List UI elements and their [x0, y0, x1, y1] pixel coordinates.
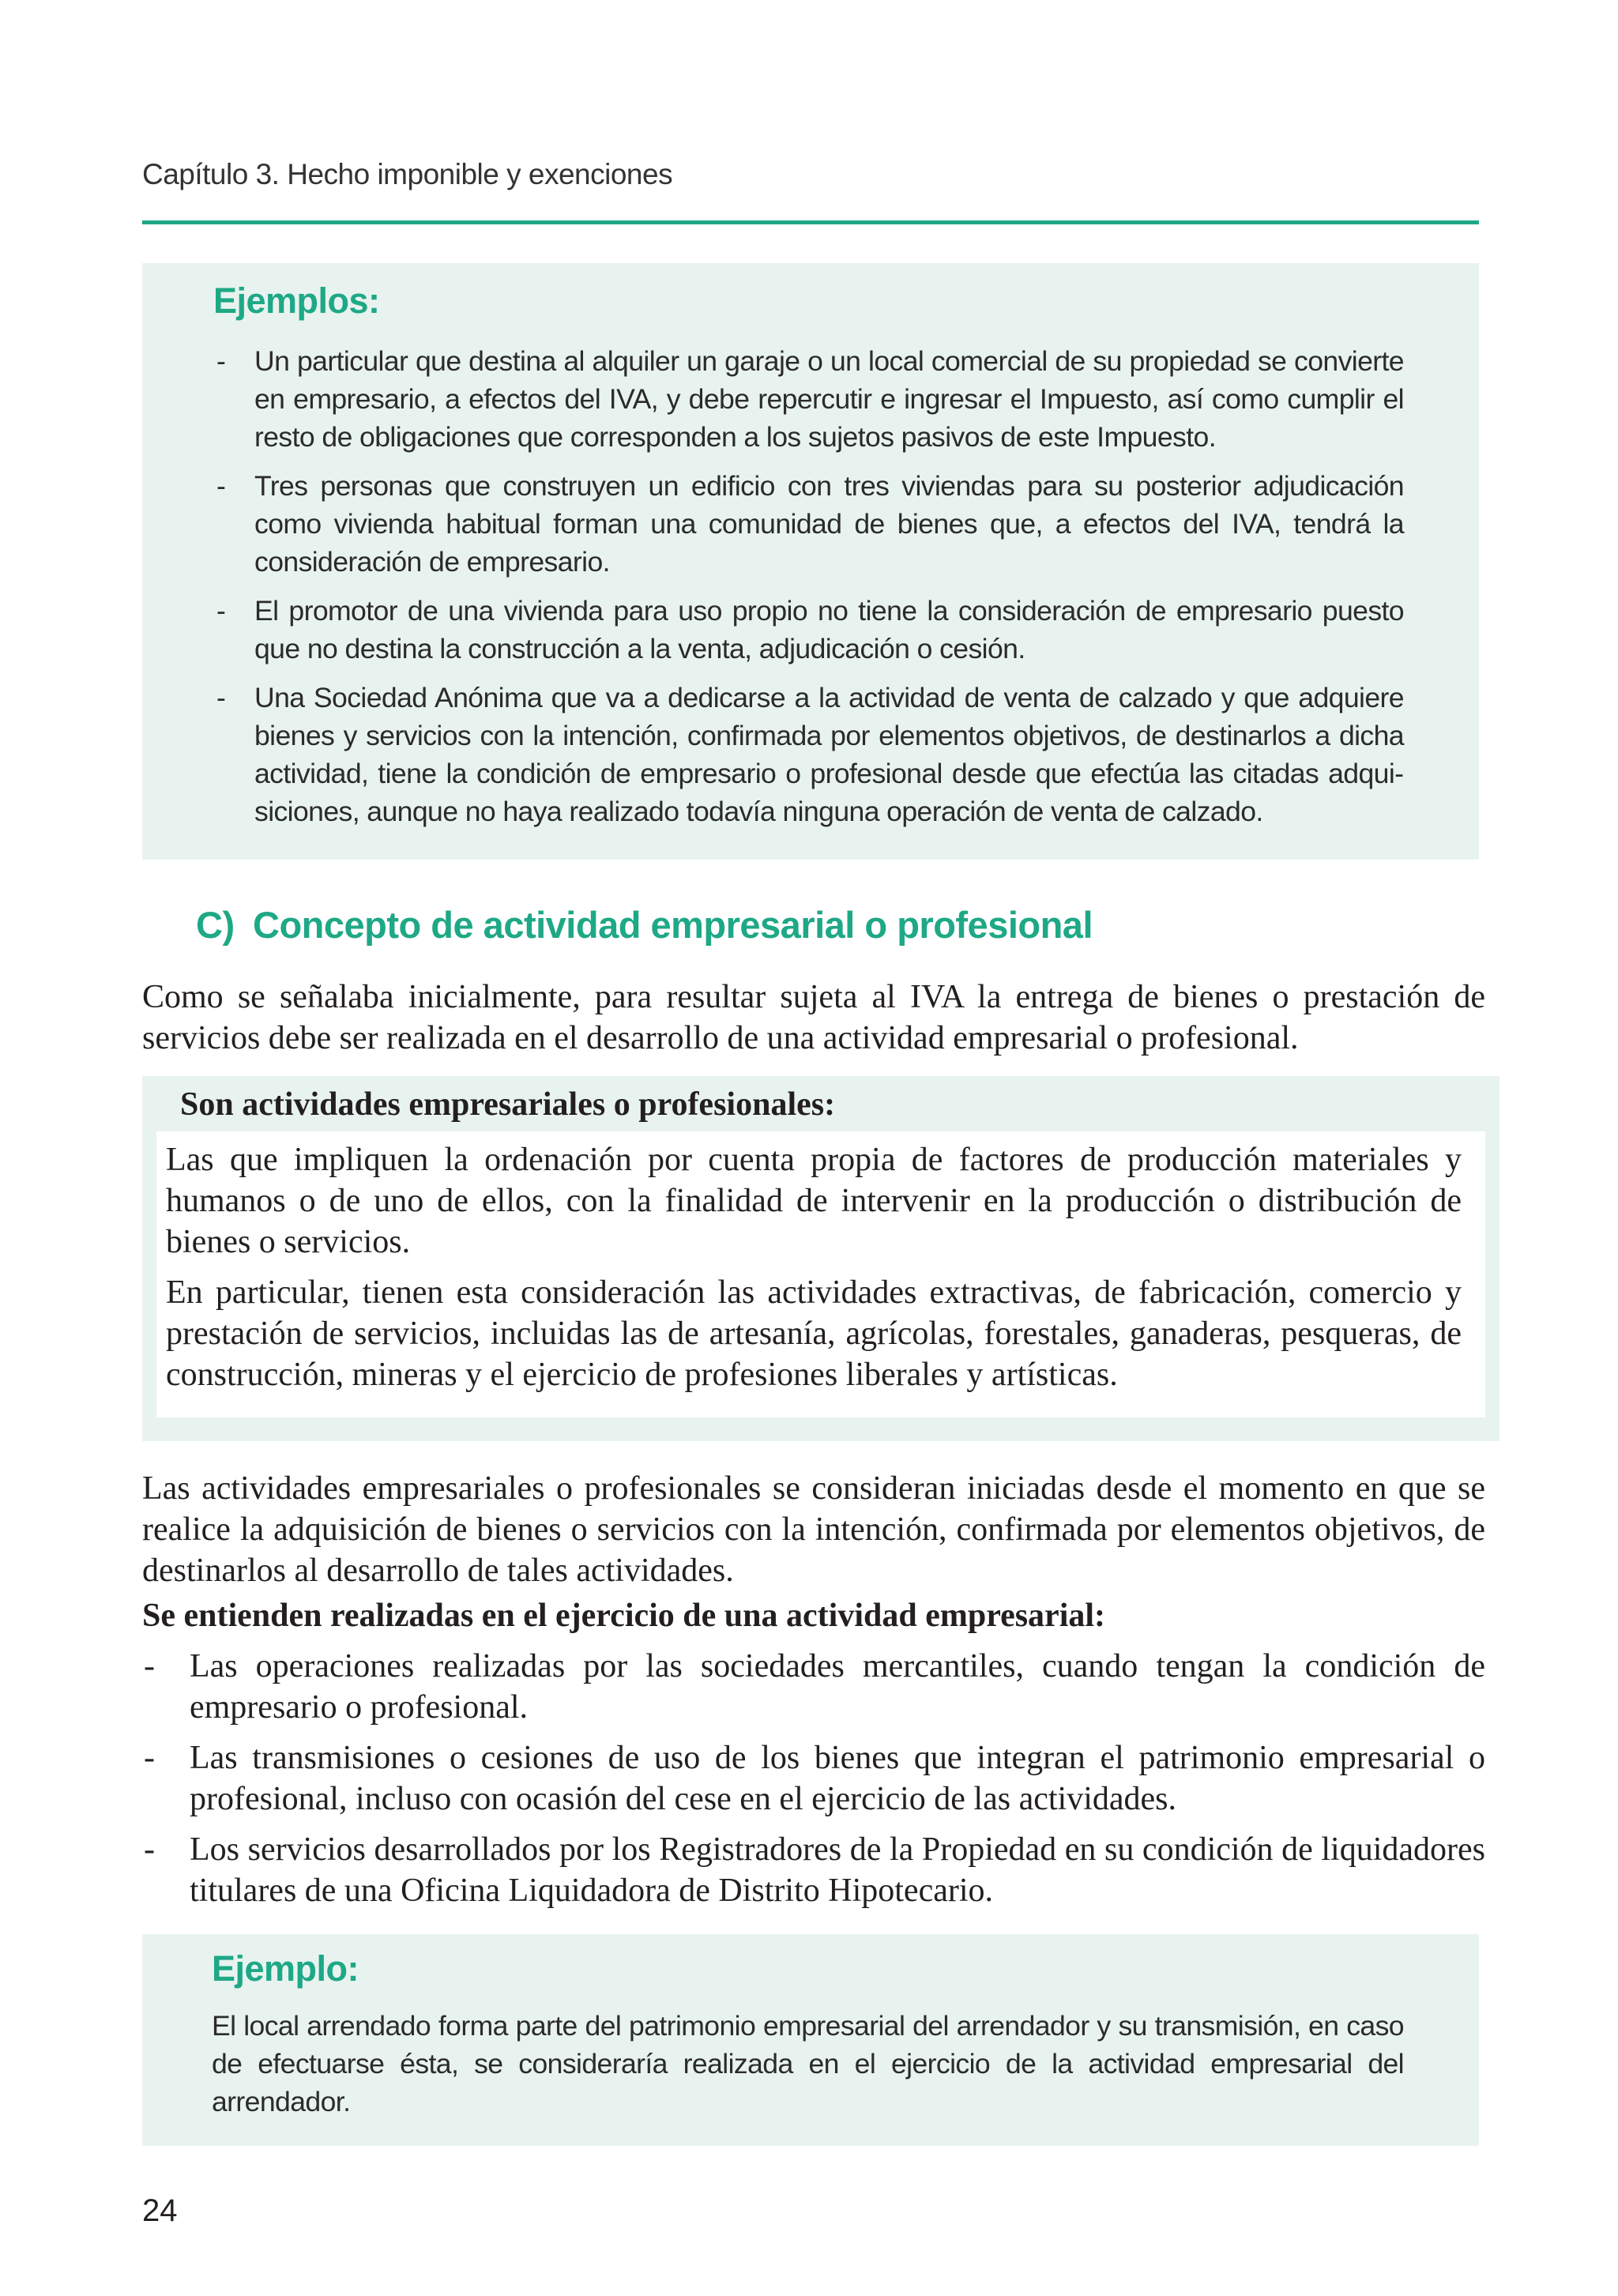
- list-item: - Una Sociedad Anónima que va a dedicarse a la actividad de venta de calzado y que adquiere bienes y servicios con la intención, confirmada por elementos objetivos, de destinarlos a dicha actividad, tiene la condición de empresario o profesional desde que efectúa las citadas adquisiciones, aunque no haya realizado todavía ninguna operación de venta de calzado.: [213, 679, 1404, 830]
- examples-title: Ejemplos:: [213, 280, 380, 321]
- definition-body: [156, 1131, 1485, 1417]
- realized-list: [142, 1646, 1485, 1921]
- definition-title: Son actividades empresariales o profesionales:: [180, 1086, 836, 1123]
- section-title: Concepto de actividad empresarial o profesional: [253, 904, 1093, 946]
- definition-box: [142, 1076, 1499, 1441]
- section-heading: [196, 903, 1093, 947]
- definition-paragraph: Las que impliquen la ordenación por cuenta propia de factores de producción materiales y humanos o de uno de ellos, con la finalidad de intervenir en la producción o distribución de bienes o servicios.: [166, 1142, 1462, 1260]
- example-title: Ejemplo:: [212, 1948, 359, 1989]
- list-item: - Un particular que destina al alquiler un garaje o un local comercial de su propiedad se convierte en empresario, a efectos del IVA, y debe repercutir e ingresar el Impuesto, así como cumplir el resto de obligaciones que corresponden a los sujetos pasivos de este Impuesto.: [213, 342, 1404, 456]
- definition-paragraph: En particular, tienen esta consideración las actividades extractivas, de fabricación, comercio y prestación de servicios, incluidas las de artesanía, agrícolas, forestales, ganaderas, pesqueras, de construcción, mineras y el ejercicio de profesiones liberales y artísticas.: [166, 1274, 1462, 1393]
- section-label: C): [196, 904, 235, 946]
- realized-title: Se entienden realizadas en el ejercicio de una actividad empresarial:: [142, 1598, 1106, 1634]
- list-item: - El promotor de una vivienda para uso propio no tiene la consideración de empresario puesto que no destina la construcción a la venta, adjudicación o cesión.: [213, 592, 1404, 668]
- example-box: [142, 1934, 1479, 2146]
- header-rule: [142, 220, 1479, 224]
- list-item: - Tres personas que construyen un edificio con tres viviendas para su posterior adjudicación como vivienda habitual forman una comunidad de bienes que, a efectos del IVA, tendrá la consideración de empresario.: [213, 467, 1404, 581]
- examples-box: [142, 263, 1479, 860]
- initiation-paragraph: Las actividades empresariales o profesionales se consideran iniciadas desde el momento en que se realice la adquisición de bienes o servicios con la intención, confirmada por elementos objetivos, de destinarlos al desarrollo de tales actividades.: [142, 1470, 1485, 1589]
- intro-paragraph: Como se señalaba inicialmente, para resultar sujeta al IVA la entrega de bienes o prestación de servicios debe ser realizada en el desarrollo de una actividad empresarial o profesional.: [142, 979, 1485, 1056]
- examples-list: [213, 342, 1404, 830]
- page-number: 24: [142, 2193, 178, 2228]
- list-item: - Las operaciones realizadas por las sociedades mercantiles, cuando tengan la condición de empresario o profesional.: [142, 1646, 1485, 1728]
- example-text: El local arrendado forma parte del patrimonio empresarial del arrendador y su transmisión, en caso de efectuarse ésta, se consideraría realizada en el ejercicio de la actividad empresarial del arrendador.: [212, 2010, 1404, 2117]
- list-item: - Las transmisiones o cesiones de uso de los bienes que integran el patrimonio empresarial o profesional, incluso con ocasión del cese en el ejercicio de las actividades.: [142, 1737, 1485, 1820]
- running-head: Capítulo 3. Hecho imponible y exenciones: [142, 158, 673, 190]
- list-item: - Los servicios desarrollados por los Registradores de la Propiedad en su condición de liquidadores titulares de una Oficina Liquidadora de Distrito Hipotecario.: [142, 1829, 1485, 1911]
